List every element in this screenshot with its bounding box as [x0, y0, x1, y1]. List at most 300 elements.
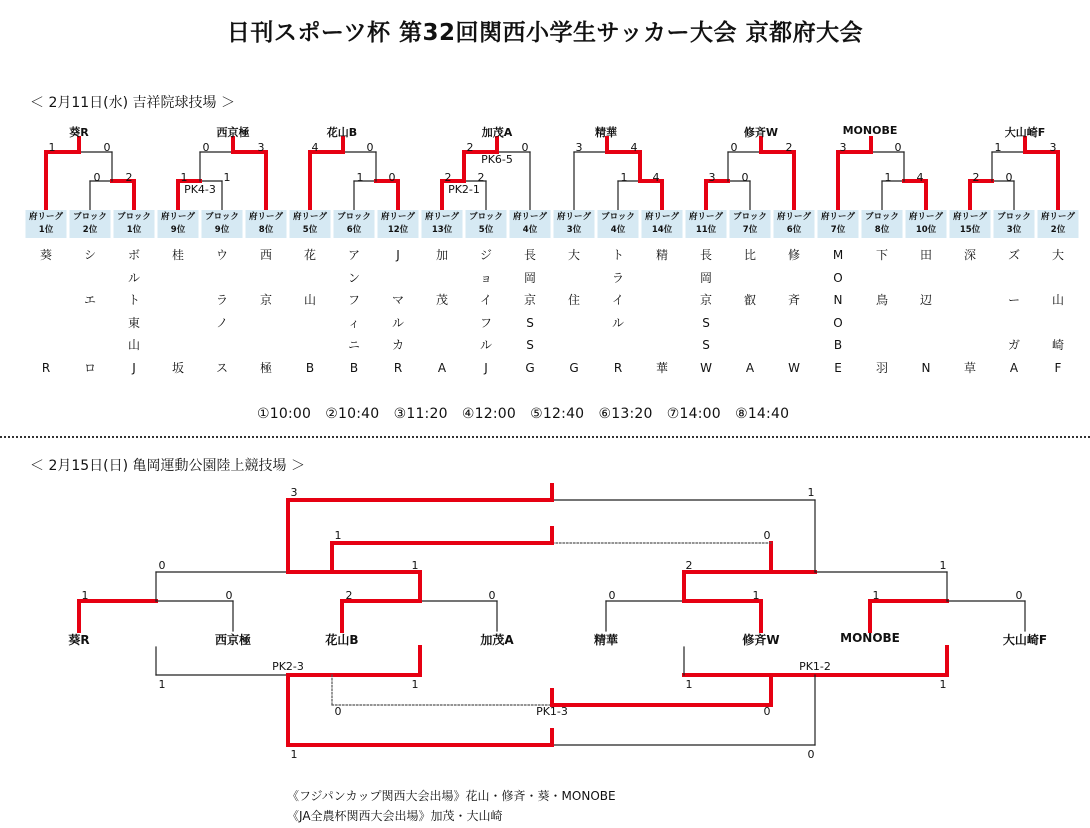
- team-name-char: [176, 293, 180, 307]
- day1-score-0: 1: [48, 141, 56, 154]
- rank-text: ブロック: [469, 212, 503, 222]
- team-name-char: O: [833, 270, 843, 285]
- team-name-char: [44, 293, 48, 307]
- team-name-char: S: [526, 315, 534, 330]
- team-name-char: [440, 316, 444, 330]
- rank-box-10: [466, 210, 507, 238]
- team-name-char: [660, 271, 664, 285]
- team-name-char: 西: [259, 248, 272, 262]
- team-name-char: [572, 316, 576, 330]
- day2-score-18: 1: [685, 678, 693, 691]
- team-name-char: [924, 271, 928, 285]
- rank-text: ブロック: [997, 212, 1031, 222]
- team-name-char: 花: [303, 248, 316, 262]
- rank-text: 府リーグ: [776, 212, 811, 222]
- team-name-char: [396, 271, 400, 285]
- rank-text: 12位: [387, 225, 409, 235]
- team-name-char: G: [569, 360, 579, 375]
- day2-score-13: 1: [752, 589, 760, 602]
- team-name-char: J: [484, 360, 488, 375]
- team-name-char: 田: [919, 248, 932, 262]
- day1-score-24: 3: [839, 141, 847, 154]
- team-name-char: ジ: [479, 248, 492, 262]
- day2-score-22: 1: [290, 748, 298, 761]
- team-name-char: 草: [963, 360, 976, 375]
- team-name-char: ボ: [127, 248, 140, 262]
- team-name-char: 葵: [39, 248, 52, 262]
- rank-box-4: [202, 210, 243, 238]
- rank-box-6: [290, 210, 331, 238]
- rank-box-13: [598, 210, 639, 238]
- team-name-char: ン: [347, 270, 360, 285]
- team-name-9: [430, 248, 454, 375]
- team-name-char: [660, 338, 664, 352]
- rank-text: 2位: [82, 225, 98, 235]
- rank-text: ブロック: [733, 212, 767, 222]
- team-name-char: [660, 293, 664, 307]
- day1-score-25: 0: [894, 141, 902, 154]
- day1-score-4: 0: [202, 141, 210, 154]
- team-name-char: ラ: [611, 270, 624, 285]
- day1-winner-2: 花山B: [326, 126, 358, 139]
- team-name-char: [880, 338, 884, 352]
- team-name-char: 坂: [171, 360, 184, 375]
- team-name-char: [176, 316, 180, 330]
- team-name-char: B: [349, 360, 359, 375]
- rank-box-9: [422, 210, 463, 238]
- team-name-13: [606, 248, 630, 375]
- team-name-char: 修: [787, 248, 800, 262]
- team-name-char: 斉: [787, 293, 800, 308]
- rank-text: 1位: [126, 225, 142, 235]
- team-name-char: [44, 316, 48, 330]
- team-name-char: フ: [347, 293, 360, 308]
- day2-score-11: 0: [488, 589, 496, 602]
- day1-score-18: 1: [620, 171, 628, 184]
- rank-text: 府リーグ: [908, 212, 943, 222]
- team-name-char: [1012, 271, 1016, 285]
- team-name-char: ウ: [215, 248, 228, 262]
- team-name-char: 岡: [699, 270, 712, 285]
- rank-text: 3位: [566, 225, 582, 235]
- rank-box-0: [26, 210, 67, 238]
- team-name-char: [968, 271, 972, 285]
- rank-box-21: [950, 210, 991, 238]
- team-name-4: [210, 248, 234, 375]
- rank-text: ブロック: [117, 212, 151, 222]
- rank-text: 9位: [170, 225, 186, 235]
- team-name-char: [1012, 316, 1016, 330]
- team-name-char: 京: [699, 293, 712, 308]
- team-name-char: 大: [1051, 248, 1064, 262]
- rank-box-16: [730, 210, 771, 238]
- rank-text: 府リーグ: [952, 212, 987, 222]
- rank-text: 2位: [1050, 225, 1066, 235]
- rank-text: 15位: [959, 225, 981, 235]
- rank-text: 4位: [610, 225, 626, 235]
- rank-text: 8位: [258, 225, 274, 235]
- team-name-char: 大: [567, 248, 580, 262]
- rank-text: 5位: [478, 225, 494, 235]
- rank-text: 14位: [651, 225, 673, 235]
- rank-text: 3位: [1006, 225, 1022, 235]
- team-name-char: E: [834, 360, 842, 375]
- day1-pk-1: PK6-5: [481, 153, 513, 166]
- day1-score-29: 3: [1049, 141, 1057, 154]
- rank-box-2: [114, 210, 155, 238]
- day2-pk-0: PK2-3: [272, 660, 304, 673]
- rank-text: 府リーグ: [512, 212, 547, 222]
- day1-score-3: 2: [125, 171, 133, 184]
- day2-score-7: 1: [939, 559, 947, 572]
- team-name-char: [308, 271, 312, 285]
- team-name-char: A: [437, 360, 447, 375]
- rank-text: 府リーグ: [424, 212, 459, 222]
- team-name-char: 長: [699, 248, 712, 262]
- team-name-14: [650, 248, 674, 375]
- team-name-char: [572, 338, 576, 352]
- rank-text: ブロック: [337, 212, 371, 222]
- team-name-char: 加: [435, 248, 448, 262]
- day1-score-12: 2: [466, 141, 474, 154]
- day2-score-5: 1: [411, 559, 419, 572]
- team-name-7: [342, 248, 366, 375]
- team-name-char: 山: [303, 293, 316, 308]
- team-name-char: [572, 271, 576, 285]
- day2-team-5: 修斉W: [742, 633, 780, 647]
- team-name-char: 長: [523, 248, 536, 262]
- day1-score-15: 2: [477, 171, 485, 184]
- rank-text: 11位: [695, 225, 717, 235]
- team-name-char: 山: [1051, 293, 1064, 308]
- day1-score-1: 0: [103, 141, 111, 154]
- team-name-char: B: [305, 360, 315, 375]
- team-name-char: 極: [259, 360, 272, 375]
- team-name-char: ー: [1007, 293, 1020, 308]
- team-name-char: ル: [127, 270, 140, 285]
- team-name-char: W: [700, 360, 712, 375]
- team-name-char: A: [1009, 360, 1019, 375]
- rank-box-3: [158, 210, 199, 238]
- team-name-char: [792, 271, 796, 285]
- team-name-char: マ: [391, 293, 404, 308]
- team-name-10: [474, 248, 498, 375]
- team-name-11: [518, 248, 542, 375]
- day1-score-2: 0: [93, 171, 101, 184]
- team-name-char: ィ: [347, 315, 360, 330]
- team-name-char: ノ: [215, 315, 228, 330]
- team-name-char: イ: [479, 293, 492, 308]
- team-name-char: ニ: [347, 338, 360, 353]
- rank-text: ブロック: [865, 212, 899, 222]
- team-name-char: [44, 271, 48, 285]
- team-name-char: R: [393, 360, 403, 375]
- team-name-char: 桂: [171, 248, 184, 262]
- day2-score-23: 0: [807, 748, 815, 761]
- team-name-char: ズ: [1007, 248, 1020, 262]
- team-name-char: ト: [611, 248, 624, 262]
- team-name-8: [386, 248, 410, 375]
- team-name-char: 羽: [875, 360, 888, 375]
- day1-winner-4: 精華: [595, 126, 617, 139]
- day1-score-21: 2: [785, 141, 793, 154]
- team-name-19: [870, 248, 894, 375]
- team-name-char: [924, 316, 928, 330]
- team-name-char: [748, 316, 752, 330]
- day2-score-10: 2: [345, 589, 353, 602]
- rank-text: 13位: [431, 225, 453, 235]
- team-name-char: J: [132, 360, 136, 375]
- team-name-char: 比: [743, 248, 756, 262]
- team-name-char: [264, 316, 268, 330]
- team-name-char: [220, 338, 224, 352]
- team-name-char: N: [833, 293, 843, 308]
- team-name-char: [88, 271, 92, 285]
- team-name-char: [440, 271, 444, 285]
- team-name-char: N: [921, 360, 931, 375]
- team-name-char: [616, 338, 620, 352]
- rank-text: 府リーグ: [644, 212, 679, 222]
- rank-box-23: [1038, 210, 1079, 238]
- team-name-char: [792, 316, 796, 330]
- team-name-char: 精: [655, 248, 668, 262]
- day1-score-30: 2: [972, 171, 980, 184]
- team-name-char: 京: [523, 293, 536, 308]
- team-name-char: S: [702, 338, 710, 353]
- rank-box-17: [774, 210, 815, 238]
- team-name-char: S: [526, 338, 534, 353]
- day2-score-0: 3: [290, 486, 298, 499]
- day1-score-13: 0: [521, 141, 529, 154]
- team-name-char: [660, 316, 664, 330]
- day1-winner-1: 西京極: [216, 126, 250, 139]
- team-name-char: [176, 338, 180, 352]
- team-name-5: [254, 248, 278, 375]
- day1-score-28: 1: [994, 141, 1002, 154]
- team-name-char: S: [702, 315, 710, 330]
- note-ja: 《JA全農杯関西大会出場》加茂・大山崎: [287, 809, 503, 823]
- rank-text: ブロック: [73, 212, 107, 222]
- day1-score-11: 0: [388, 171, 396, 184]
- team-name-char: [880, 316, 884, 330]
- rank-text: ブロック: [601, 212, 635, 222]
- rank-text: ブロック: [205, 212, 239, 222]
- team-name-char: カ: [391, 338, 404, 353]
- day2-score-2: 1: [334, 529, 342, 542]
- team-name-char: [792, 338, 796, 352]
- day1-score-17: 4: [630, 141, 638, 154]
- day2-score-21: 0: [763, 705, 771, 718]
- day1-winner-0: 葵R: [69, 126, 89, 139]
- team-name-16: [738, 248, 762, 375]
- rank-box-11: [510, 210, 551, 238]
- day1-score-6: 1: [180, 171, 188, 184]
- team-name-char: W: [788, 360, 800, 375]
- rank-text: 10位: [915, 225, 937, 235]
- day2-team-0: 葵R: [68, 633, 90, 647]
- day1-score-5: 3: [257, 141, 265, 154]
- day1-score-19: 4: [652, 171, 660, 184]
- team-name-23: [1046, 248, 1070, 375]
- team-name-char: ル: [611, 315, 624, 330]
- rank-box-12: [554, 210, 595, 238]
- rank-box-1: [70, 210, 111, 238]
- team-name-char: [176, 271, 180, 285]
- day2-pk-2: PK1-3: [536, 705, 568, 718]
- team-name-char: R: [613, 360, 623, 375]
- team-name-15: [694, 248, 718, 375]
- rank-text: 府リーグ: [292, 212, 327, 222]
- day2-score-8: 1: [81, 589, 89, 602]
- team-name-char: [44, 338, 48, 352]
- day1-score-10: 1: [356, 171, 364, 184]
- day1-score-9: 0: [366, 141, 374, 154]
- day1-score-14: 2: [444, 171, 452, 184]
- day2-score-14: 1: [872, 589, 880, 602]
- day1-winner-3: 加茂A: [481, 126, 513, 139]
- day1-winner-5: 修斉W: [743, 126, 779, 139]
- day1-score-26: 1: [884, 171, 892, 184]
- team-name-char: [264, 271, 268, 285]
- team-name-char: [88, 338, 92, 352]
- team-name-char: [880, 271, 884, 285]
- day2-score-12: 0: [608, 589, 616, 602]
- team-name-char: A: [745, 360, 755, 375]
- team-name-char: 華: [655, 360, 668, 375]
- team-name-char: 茂: [435, 293, 448, 308]
- kickoff-times: ①10:00 ②10:40 ③11:20 ④12:00 ⑤12:40 ⑥13:20 ⑦14:00 ⑧14:40: [257, 406, 790, 422]
- rank-box-7: [334, 210, 375, 238]
- team-name-char: 鳥: [875, 293, 888, 308]
- rank-text: 7位: [742, 225, 758, 235]
- day2-team-3: 加茂A: [480, 633, 514, 647]
- team-name-char: [968, 316, 972, 330]
- day2-score-19: 1: [939, 678, 947, 691]
- team-name-char: F: [1054, 360, 1062, 375]
- team-name-char: 山: [127, 338, 140, 353]
- team-name-char: [968, 293, 972, 307]
- day2-team-6: MONOBE: [840, 631, 900, 645]
- team-name-char: ス: [215, 360, 228, 375]
- rank-text: 府リーグ: [380, 212, 415, 222]
- day1-score-16: 3: [575, 141, 583, 154]
- day2-score-3: 0: [763, 529, 771, 542]
- team-name-char: R: [41, 360, 51, 375]
- team-name-char: シ: [83, 248, 96, 262]
- team-name-char: 京: [259, 293, 272, 308]
- day2-team-1: 西京極: [214, 633, 252, 647]
- rank-text: 5位: [302, 225, 318, 235]
- day1-score-8: 4: [311, 141, 319, 154]
- day1-pk-0: PK4-3: [184, 183, 216, 196]
- team-name-char: 辺: [919, 293, 932, 308]
- day1-score-23: 0: [741, 171, 749, 184]
- team-name-22: [1002, 248, 1026, 375]
- rank-text: 6位: [786, 225, 802, 235]
- team-name-char: M: [832, 248, 844, 262]
- day2-team-4: 精華: [593, 633, 619, 647]
- team-name-char: 叡: [743, 293, 756, 308]
- rank-box-22: [994, 210, 1035, 238]
- team-name-char: ル: [391, 315, 404, 330]
- day1-score-27: 4: [916, 171, 924, 184]
- team-name-1: [78, 248, 102, 375]
- team-name-char: [308, 338, 312, 352]
- team-name-char: ラ: [215, 293, 228, 308]
- day2-score-1: 1: [807, 486, 815, 499]
- rank-text: 府リーグ: [556, 212, 591, 222]
- team-name-6: [298, 248, 322, 375]
- rank-box-20: [906, 210, 947, 238]
- day1-winner-7: 大山崎F: [1004, 126, 1046, 139]
- team-name-char: 下: [875, 248, 888, 262]
- rank-text: 7位: [830, 225, 846, 235]
- team-name-char: J: [396, 248, 400, 262]
- team-name-char: [88, 316, 92, 330]
- team-name-char: G: [525, 360, 535, 375]
- day2-score-16: 1: [158, 678, 166, 691]
- rank-box-15: [686, 210, 727, 238]
- day1-score-7: 1: [223, 171, 231, 184]
- team-name-2: [122, 248, 146, 375]
- rank-text: 4位: [522, 225, 538, 235]
- team-name-3: [166, 248, 190, 375]
- team-name-char: 深: [963, 248, 976, 262]
- day2-team-2: 花山B: [325, 633, 359, 647]
- rank-text: 府リーグ: [248, 212, 283, 222]
- team-name-char: ョ: [479, 270, 492, 285]
- team-name-char: [748, 338, 752, 352]
- rank-text: 1位: [38, 225, 54, 235]
- day2-score-6: 2: [685, 559, 693, 572]
- team-name-char: ト: [127, 293, 140, 308]
- rank-box-14: [642, 210, 683, 238]
- rank-text: 府リーグ: [28, 212, 63, 222]
- day2-pk-1: PK1-2: [799, 660, 831, 673]
- day2-score-15: 0: [1015, 589, 1023, 602]
- team-name-char: ロ: [83, 360, 96, 375]
- team-name-17: [782, 248, 806, 375]
- team-name-char: フ: [479, 315, 492, 330]
- day2-score-20: 0: [334, 705, 342, 718]
- team-name-char: [308, 316, 312, 330]
- team-name-18: [826, 248, 850, 375]
- team-name-char: 住: [567, 293, 580, 308]
- day2-score-17: 1: [411, 678, 419, 691]
- team-name-char: [1056, 271, 1060, 285]
- day2-score-4: 0: [158, 559, 166, 572]
- section-divider: [0, 436, 1090, 438]
- day2-header: ＜ 2月15日(日) 亀岡運動公園陸上競技場 ＞: [30, 458, 305, 474]
- rank-box-8: [378, 210, 419, 238]
- note-fujipan: 《フジパンカップ関西大会出場》花山・修斉・葵・MONOBE: [287, 789, 616, 803]
- team-name-char: 東: [127, 315, 140, 330]
- day2-score-9: 0: [225, 589, 233, 602]
- team-name-char: ア: [347, 248, 360, 262]
- rank-box-5: [246, 210, 287, 238]
- rank-box-19: [862, 210, 903, 238]
- day2-team-7: 大山崎F: [1002, 633, 1048, 647]
- team-name-char: [1056, 316, 1060, 330]
- team-name-20: [914, 248, 938, 375]
- rank-box-18: [818, 210, 859, 238]
- team-name-21: [958, 248, 982, 375]
- team-name-12: [562, 248, 586, 375]
- rank-text: 府リーグ: [820, 212, 855, 222]
- rank-text: 6位: [346, 225, 362, 235]
- team-name-char: B: [833, 338, 843, 353]
- team-name-char: イ: [611, 293, 624, 308]
